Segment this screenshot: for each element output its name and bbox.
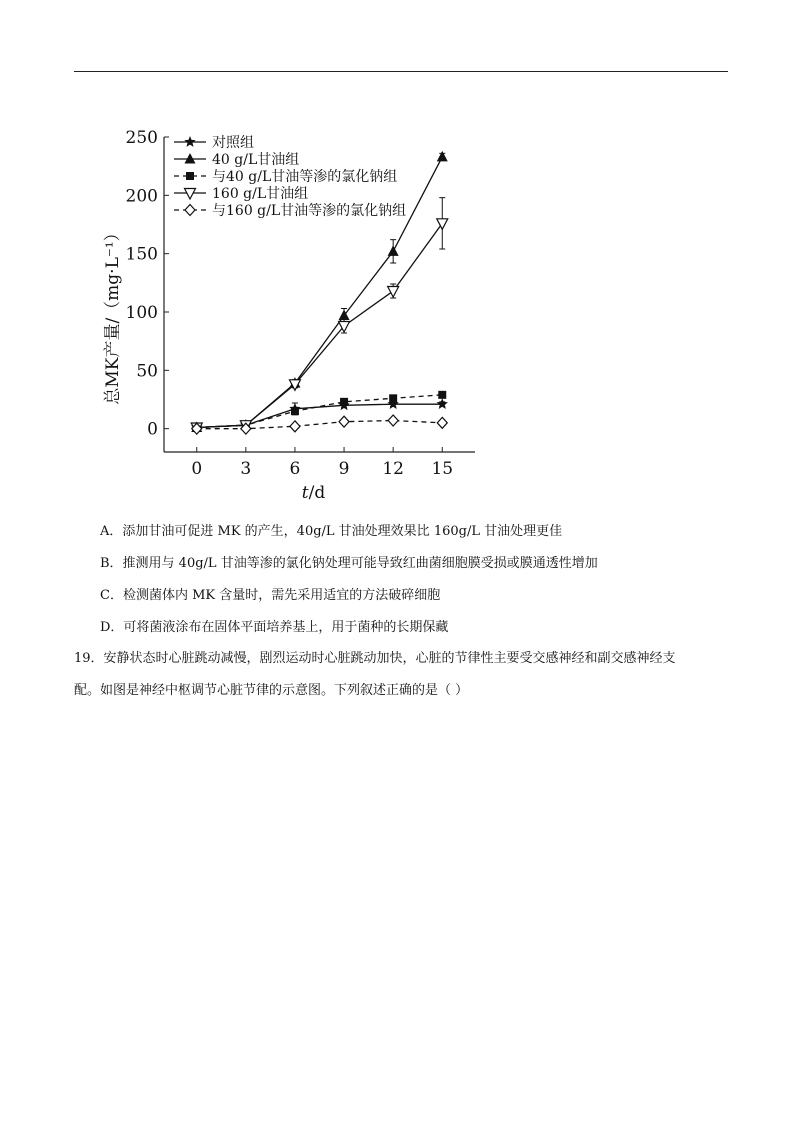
data-point [290, 421, 300, 432]
data-point [438, 391, 446, 399]
option-b: B．推测用与 40g/L 甘油等渗的氯化钠处理可能导致红曲菌细胞膜受损或膜通透性增加 [100, 556, 598, 571]
x-axis-label: t/d [301, 483, 326, 503]
legend-marker [185, 153, 196, 164]
x-tick-label: 3 [240, 459, 252, 479]
option-c: C．检测菌体内 MK 含量时，需先采用适宜的方法破碎细胞 [100, 588, 441, 603]
series-line [197, 421, 443, 429]
series-5 [192, 415, 448, 434]
y-tick-label: 100 [125, 303, 158, 323]
series-line [197, 395, 443, 428]
series-4 [191, 198, 448, 434]
y-axis-label: 总MK产量/（mg·L⁻¹） [103, 224, 123, 405]
x-tick-label: 0 [191, 459, 203, 479]
series-line [197, 404, 443, 427]
legend-label: 与40 g/L甘油等渗的氯化钠组 [212, 169, 398, 185]
data-point [388, 415, 398, 426]
legend-item-2 [174, 151, 299, 168]
data-point [339, 416, 349, 427]
data-point [389, 394, 397, 402]
legend-label: 与160 g/L甘油等渗的氯化钠组 [212, 203, 407, 219]
x-tick-label: 6 [289, 459, 301, 479]
data-point [437, 151, 448, 162]
legend-label: 对照组 [212, 135, 254, 151]
y-tick-label: 200 [125, 186, 158, 207]
y-tick-label: 0 [147, 419, 158, 440]
data-point [340, 398, 348, 406]
y-tick-label: 50 [136, 361, 158, 382]
option-d: D．可将菌液涂布在固体平面培养基上，用于菌种的长期保藏 [100, 620, 449, 635]
question-19-line-1: 19．安静状态时心脏跳动减慢，剧烈运动时心脏跳动加快，心脏的节律性主要受交感神经和副交感神经支 [74, 651, 676, 666]
legend-marker [185, 189, 196, 200]
legend-item-5 [174, 202, 406, 219]
header-rule [74, 71, 728, 72]
legend-marker [185, 205, 195, 216]
data-point [388, 287, 399, 298]
y-tick-label: 150 [125, 244, 158, 265]
series-1 [191, 398, 448, 432]
legend-item-3 [174, 168, 397, 185]
data-point [437, 398, 448, 409]
legend-marker [184, 136, 195, 147]
data-point [388, 245, 399, 255]
legend-item-4 [174, 185, 308, 202]
legend-item-1 [174, 135, 254, 151]
option-a: A．添加甘油可促进 MK 的产生，40g/L 甘油处理效果比 160g/L 甘油处理更佳 [100, 524, 563, 539]
x-tick-label: 15 [431, 459, 454, 479]
legend-marker [186, 172, 194, 180]
data-point [437, 417, 447, 428]
mk-production-chart [100, 120, 500, 510]
legend-label: 160 g/L甘油组 [212, 186, 309, 202]
legend-label: 40 g/L甘油组 [212, 152, 300, 168]
y-tick-label: 250 [125, 128, 158, 148]
x-tick-label: 9 [338, 459, 350, 479]
data-point [291, 407, 299, 415]
x-tick-label: 12 [382, 459, 404, 479]
question-19-line-2: 配。如图是神经中枢调节心脏节律的示意图。下列叙述正确的是（ ） [74, 683, 469, 698]
